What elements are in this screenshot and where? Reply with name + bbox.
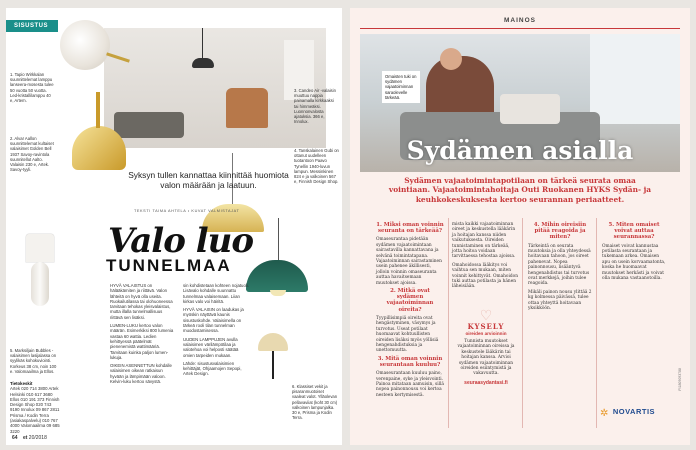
ad-label: MAINOS xyxy=(504,17,536,24)
room-photo xyxy=(104,28,326,148)
caption-2: 2. Alvar Aallon suunnittelemat kultaiset valaisimet Golden Bell 1937 Savoy-ravintola suunnitellut Aalto. Valaisin 230 e, Artek. Savoy-tyyli. xyxy=(10,136,54,173)
kysely-title: KYSELY xyxy=(467,322,505,331)
section-tag: SISUSTUS xyxy=(6,20,58,32)
paragraph: OIKEIN ASENNETTUN kohdalle valaisimen oikean ratkaisun hyvään ja lämpimään valoon. Kelvin-luku kertoo sävystä. xyxy=(110,363,172,385)
page-title: Sydämen asialla xyxy=(406,136,634,165)
question-heading: 4. Mihin oireisiin pitää reagoida ja miten? xyxy=(533,222,587,241)
paragraph: sin kohdistetaan kohteen nojatuoli. Lisävalo kohdalle suunnattu tunnelmaa valaisemaan. Liian kirkas valo voi häiritä. xyxy=(183,283,249,304)
question-heading: 3. Mitä oman voinnin seurantaan kuuluu? xyxy=(377,355,443,368)
quote-box: Omaisten tuki on sydämen vajaatoiminnan saraolevelle tärkeää. xyxy=(382,71,420,103)
kysely-box xyxy=(454,308,518,386)
paragraph: Omaseurantaan kuuluu paino, verenpaine, syke ja yleisvointi. Painoa mitataan aamuisin, sillä nopea painonnousu voi kertoa nesteen kertymisestä. xyxy=(376,371,444,398)
novartis-icon: ✲ xyxy=(600,408,609,419)
folio xyxy=(12,435,47,441)
issue-number: 20/2018 xyxy=(28,435,47,441)
ad-code: FI1809093788 xyxy=(678,368,682,391)
body-column-1 xyxy=(110,283,176,384)
contacts-list: Artek 020 714 3800 Artek Helsinki 010 617 3680 Ellos 010 191 373 Finnish Design Shop 020 743 9190 Innolux 09 867 2811 Prisma / Kodin Terra (asiakaspalvelu) 010 767 4000 Valomaailma 09 685 3220 xyxy=(10,386,60,434)
lead-text: Sydämen vajaatoimintapotilaan on tärkeä seurata omaa vointiaan. Vajaatoimintahoitaja Outi Ruokanen HYKS Sydän- ja keuhkokeskuksesta kertoo seurannan periaatteet. xyxy=(388,176,652,204)
paragraph: Omahoidossa lääkitys voi vaihtua sen mukaan, miten voinnit kehittyvät. Omahoidon tuki auttaa potilasta ja hänen läheisiään. xyxy=(452,262,518,290)
headline-title: Valo luo xyxy=(108,221,254,261)
text-column-3 xyxy=(528,220,592,311)
kysely-subtitle: oireiden arvioinnin xyxy=(465,331,507,336)
body-column-2 xyxy=(183,283,249,377)
caption-6: 6. Klassiset vekit ja pisaranmuotoiset vaaleat valot. Ylläolevan pellavaviiat (koht 30 cm) valkoinen lampunjalka. 30 e, Prisma ja Kodin Terra. xyxy=(292,384,338,421)
question-heading: 5. Miten omaiset voivat auttaa seurannassa? xyxy=(608,222,660,241)
right-page xyxy=(350,8,690,445)
lead-text: Syksyn tullen kannattaa kiinnittää huomiota valon määrään ja laatuun. xyxy=(128,170,289,190)
text-column-4 xyxy=(602,220,666,281)
paragraph: LUMEN-LUKU kertoo valon määrän. Esimerkiksi 800 lumenia vastaa 60 wattia. Ledien kehittyessä päätelmät pienenemistä wattimääriä. Tarvitaan kuinka paljon lumen-lukuja. xyxy=(110,323,174,360)
paragraph: UUDEN LAMPPUJEN avulla valaisimen värilämpötilaa ja valotehoa voi helposti säätää omien tarpeiden mukaan. xyxy=(183,336,239,358)
left-page xyxy=(6,8,342,445)
caption-3: 3. Candeo Air -valaisin muuttuu nappia painamalla kirkkaaksi tai himmeäksi. Luonnonvalosta ajatuksia. 366 e, Innolux. xyxy=(294,88,336,125)
kysely-text: Tunnista muutokset vajaatoiminnan oireissa ja keskustele lääkärin tai hoitajan kanssa. Arvioi sydämen vajaatoiminnan oireiden esiintymistä ja vakavuutta. xyxy=(457,339,515,377)
side-lamp-image xyxy=(258,333,288,381)
sofa-image xyxy=(114,112,184,138)
caption-1: 1. Tapio Wirkkalan suunnittelemat lamppu lanseera-mosesta tulee 50 vuotta 50 vuotta. Led-kristallilamppu 40 e, Artem. xyxy=(10,72,54,104)
pendant-lamp-image xyxy=(192,58,214,68)
paragraph: Tyypillisimpiä oireita ovat hengästyminen, väsymys ja turvotus. Useat potilaat huomaavat kohtuullisten oireiden lisäksi myös yöllisiä hengenahdistuksia ja unettomuutta. xyxy=(376,315,439,354)
heart-icon: ♡ xyxy=(479,307,493,323)
table-lamp-image xyxy=(20,234,60,314)
paragraph: HYVÄ VALAISTUS on hälääkämiten ja riittävä. Valon lähteitä on hyvä olla useita. Ruokailutilassa tai olohuoneessa tarvitaan tehokas yleisvalaistus, mutta illalla tunnelmallisuus riittävä sen lisäksi. xyxy=(110,283,173,320)
chair-image xyxy=(226,88,268,128)
paragraph: HYVÄ VALAISIN on laadukas ja myöskin näyttävä kaunis sisustuskohde. Valaisimella on tärkeä rooli tilan tunnelman muodostamisessa. xyxy=(183,307,244,334)
question-heading: 2. Mitkä ovat sydämen vajaatoiminnan oireita? xyxy=(386,288,434,313)
globe-lamp-image xyxy=(60,20,110,70)
magazine-logo: et xyxy=(22,435,28,441)
paragraph: Omaseurantaa pidetään sydämen vajaatoimintaan sairastavilla kannattavana ja selvänä toimintatapana. Vajaatoiminnan sairastaminen usein pahenee äkillisesti, jolloin voinnin omaseuranta auttaa havaitsemaan muutokset ajoissa. xyxy=(376,237,442,286)
paragraph: mista kaikki vajaatoiminnan oireet ja keskustella lääkärin ja hoitajan kanssa niiden vaikutuksesta. Oireiden tunnistaminen on tärkeää, jotta hoitoa voidaan tarvittaessa tehostaa ajoissa. xyxy=(452,222,516,260)
question-heading: 1. Miksi oman voinnin seuranta on tärkeää? xyxy=(376,222,444,235)
novartis-logo xyxy=(600,403,670,417)
caption-4: 4. Tanskalainen Gubi on ottanut uudelleen tuotantoon Paavo Tynellin 1940-luvun lampun. Messinkinen 824 e ja valkoinen 567 e, Finnish Design Shop. xyxy=(294,148,339,185)
contacts-title: Tietokeskit xyxy=(10,381,33,386)
page-number: 64 xyxy=(12,435,18,441)
byline: TEKSTI TAIMA AHTELA • KUVAT VALMISTAJAT xyxy=(134,209,240,213)
text-column-1 xyxy=(376,220,444,398)
caption-5: 5. Marksiljain Bubbles -valaisimen lasijalassa on syylikäs kohokuviointi. Korkeus 38 cm, noin 100 e. Valomaailma ja Ellos. xyxy=(10,348,57,374)
contacts-box xyxy=(10,381,60,434)
green-pendant-image xyxy=(246,260,308,292)
paragraph: Tärkeintä on seurata muutoksia ja olla yhteydessä hoitavaan tahoon, jos oireet pahenevat. Nopea painonnousu, lisääntyvä hengenahdistus tai turvotus ovat merkkejä, joihin tulee reagoida. xyxy=(528,243,591,287)
kysely-link[interactable]: seuraasydantasi.fi xyxy=(464,379,508,386)
text-column-2 xyxy=(452,222,518,290)
paragraph: Omaiset voivat kannustaa potilasta seurantaan ja tukemaan arkea. Omaisen apu on usein korvaamatonta, koska he huomaavat muutokset herkästi ja voivat olla mukana vastaanotoilla. xyxy=(602,243,666,282)
paragraph: Mikäli painon nousu ylittää 2 kg kolmessa päivässä, tulee ottaa yhteyttä hoitavaan yksikköön. xyxy=(528,289,592,312)
brand-name: NOVARTIS xyxy=(612,407,656,416)
window-image xyxy=(590,34,680,124)
sources: Lähde: sisustusvalaisimien kehittäjät, Ohjaamojen Sepopi, Artek Design. xyxy=(183,360,242,377)
headline-subtitle: TUNNELMAA xyxy=(106,256,232,275)
